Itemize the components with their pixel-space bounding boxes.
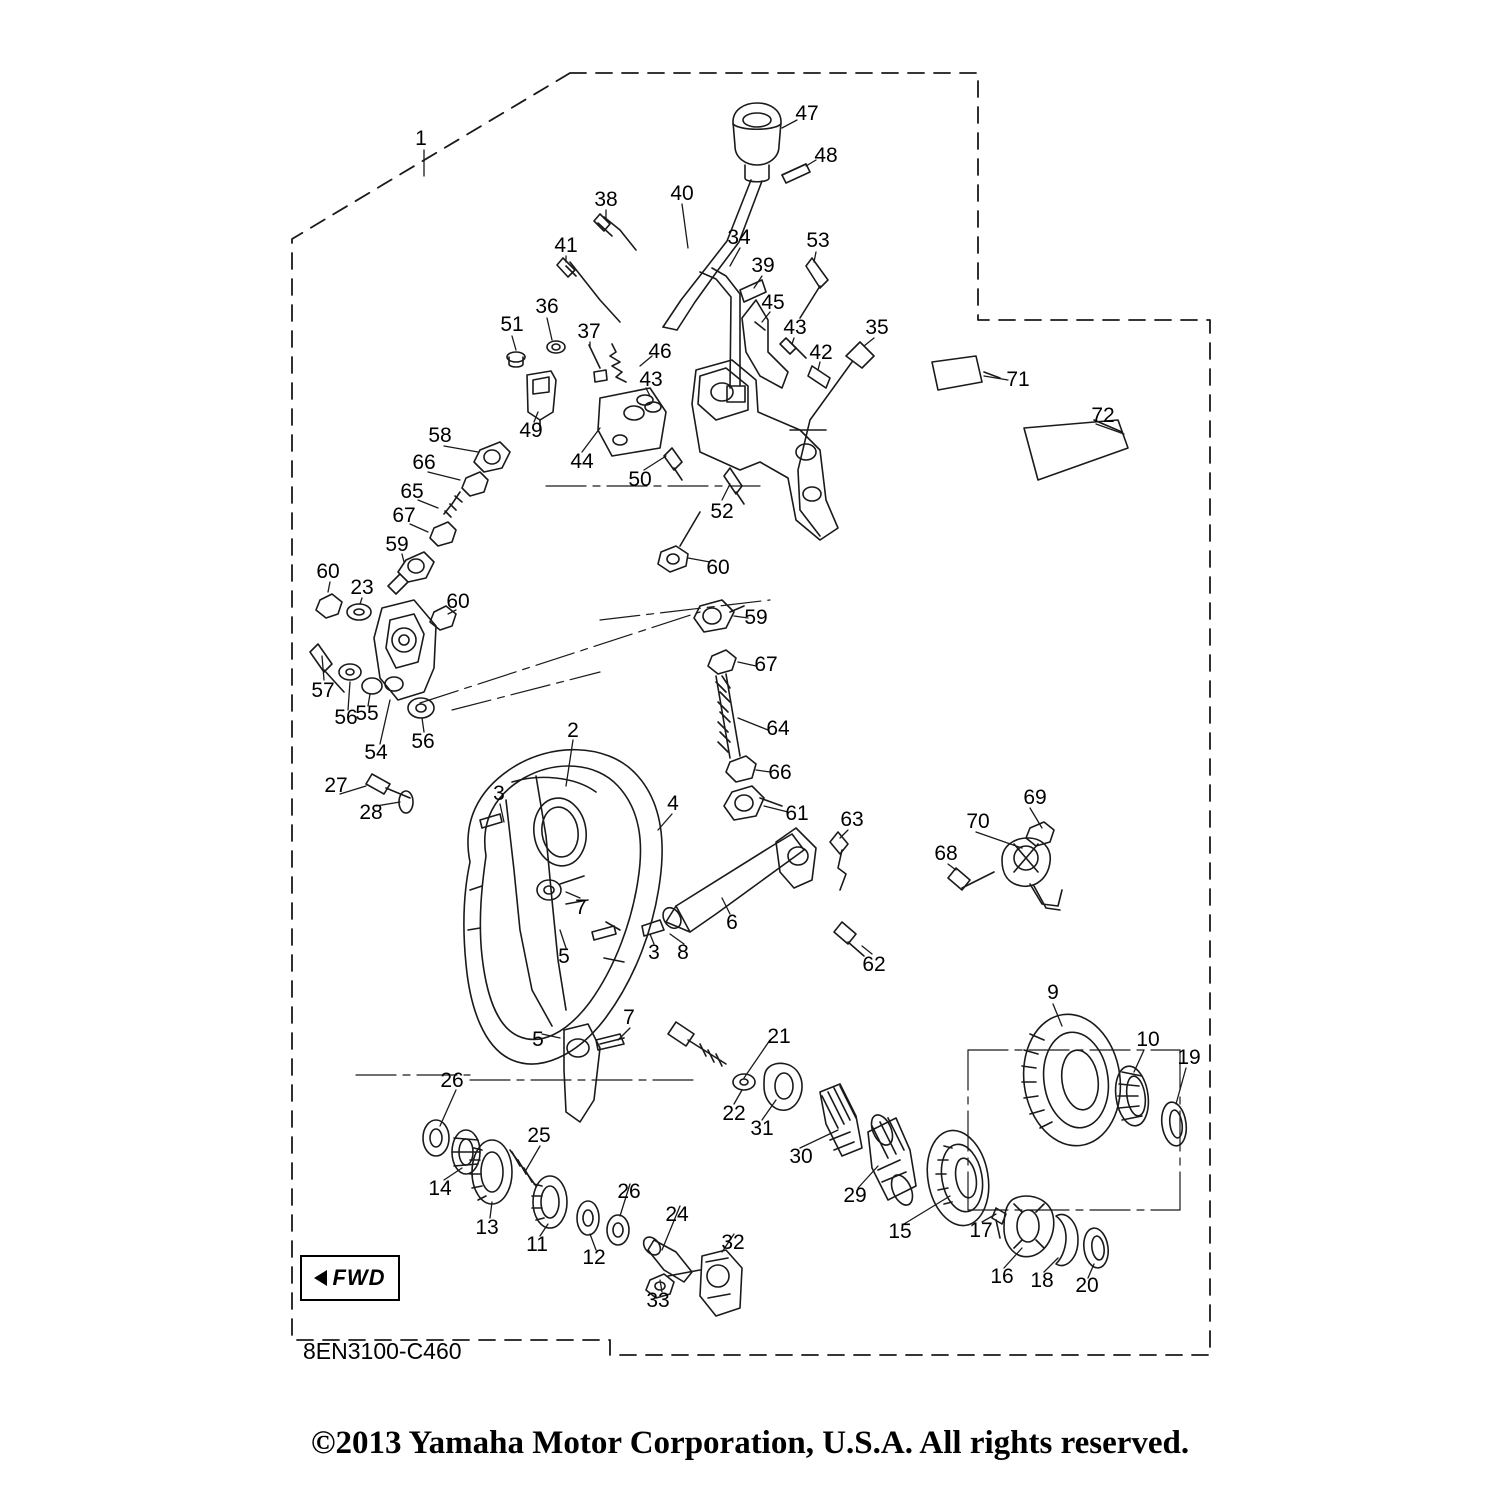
callout-number: 14 (428, 1177, 452, 1200)
housing-cover (366, 750, 664, 1122)
callout-number: 62 (862, 953, 886, 976)
callout-number: 70 (966, 810, 990, 833)
callout-number: 11 (526, 1233, 548, 1256)
gear-stack-right (668, 1008, 1189, 1270)
callout-number: 31 (750, 1117, 774, 1140)
drawing-code: 8EN3100-C460 (303, 1338, 462, 1364)
callout-number: 24 (665, 1203, 689, 1226)
shift-shaft-assembly (596, 828, 864, 1050)
callout-number: 27 (324, 774, 348, 797)
callout-number: 66 (412, 451, 436, 474)
shift-lever-assembly (663, 103, 810, 402)
callout-number: 42 (809, 341, 833, 364)
callout-number: 22 (722, 1102, 746, 1125)
callout-number: 60 (446, 590, 470, 613)
callout-number: 51 (500, 313, 524, 336)
callout-number: 48 (814, 144, 838, 167)
callout-number: 10 (1136, 1028, 1160, 1051)
callout-number: 16 (990, 1265, 1014, 1288)
callout-number: 18 (1030, 1269, 1054, 1292)
callout-number: 8 (677, 941, 689, 964)
callout-number: 64 (766, 717, 790, 740)
callout-number: 56 (411, 730, 435, 753)
callout-number: 21 (767, 1025, 791, 1048)
callout-number: 46 (648, 340, 672, 363)
callout-number: 41 (554, 234, 578, 257)
callout-number: 17 (969, 1219, 993, 1242)
callout-number: 26 (617, 1180, 641, 1203)
callout-number: 59 (385, 533, 409, 556)
gear-stack-left (423, 1120, 745, 1316)
callout-number: 60 (706, 556, 730, 579)
callout-number: 38 (594, 188, 618, 211)
callout-number: 57 (311, 679, 335, 702)
callout-number: 3 (493, 782, 505, 805)
callout-number: 29 (843, 1184, 867, 1207)
callout-number: 13 (475, 1216, 499, 1239)
callout-number: 45 (761, 291, 785, 314)
callout-number: 52 (710, 500, 734, 523)
callout-number: 53 (806, 229, 830, 252)
fwd-direction-badge (300, 1255, 400, 1301)
right-tie-rod-assembly (694, 600, 782, 820)
callout-number: 39 (751, 254, 775, 277)
callout-number: 37 (577, 320, 601, 343)
callout-number: 56 (334, 706, 358, 729)
callout-number: 66 (768, 761, 792, 784)
callout-number: 19 (1177, 1046, 1201, 1069)
callout-number: 72 (1091, 404, 1115, 427)
callout-number: 55 (355, 702, 379, 725)
callout-number: 44 (570, 450, 594, 473)
callout-number: 2 (567, 719, 579, 742)
callout-number: 50 (628, 468, 652, 491)
callout-number: 68 (934, 842, 958, 865)
callout-number: 67 (392, 504, 416, 527)
callout-number: 20 (1075, 1274, 1099, 1297)
callout-number: 23 (350, 576, 374, 599)
callout-number: 61 (785, 802, 809, 825)
callout-number: 33 (646, 1289, 670, 1312)
callout-number: 58 (428, 424, 452, 447)
callout-number: 54 (364, 741, 388, 764)
callout-number: 60 (316, 560, 340, 583)
callout-number: 35 (865, 316, 889, 339)
copyright-notice: ©2013 Yamaha Motor Corporation, U.S.A. All rights reserved. (310, 1425, 1190, 1461)
callout-number: 7 (575, 896, 587, 919)
callout-number: 49 (519, 419, 543, 442)
callout-number: 3 (648, 941, 660, 964)
callout-number: 36 (535, 295, 559, 318)
fwd-label: FWD (332, 1265, 386, 1290)
callout-number: 43 (783, 316, 807, 339)
callout-number: 9 (1047, 981, 1059, 1004)
callout-number: 59 (744, 606, 768, 629)
callout-number: 7 (623, 1006, 635, 1029)
callout-number: 32 (721, 1231, 745, 1254)
callout-number: 26 (440, 1069, 464, 1092)
switch-assembly (948, 822, 1062, 910)
callout-number: 71 (1006, 368, 1030, 391)
callout-number: 15 (888, 1220, 912, 1243)
callout-number: 69 (1023, 786, 1047, 809)
arrow-right-icon (314, 1270, 327, 1286)
callout-number: 1 (415, 127, 427, 150)
callout-number: 67 (754, 653, 778, 676)
callout-number: 43 (639, 368, 663, 391)
callout-number: 47 (795, 102, 819, 125)
callout-number: 25 (527, 1124, 551, 1147)
callout-number: 30 (789, 1145, 813, 1168)
callout-number: 65 (400, 480, 424, 503)
callout-number: 28 (359, 801, 383, 824)
callout-number: 34 (727, 226, 751, 249)
callout-number: 5 (558, 945, 570, 968)
callout-number: 12 (582, 1246, 606, 1269)
callout-number: 6 (726, 911, 738, 934)
callout-number: 5 (532, 1028, 544, 1051)
callout-number: 4 (667, 792, 679, 815)
callout-number: 40 (670, 182, 694, 205)
callout-number: 63 (840, 808, 864, 831)
